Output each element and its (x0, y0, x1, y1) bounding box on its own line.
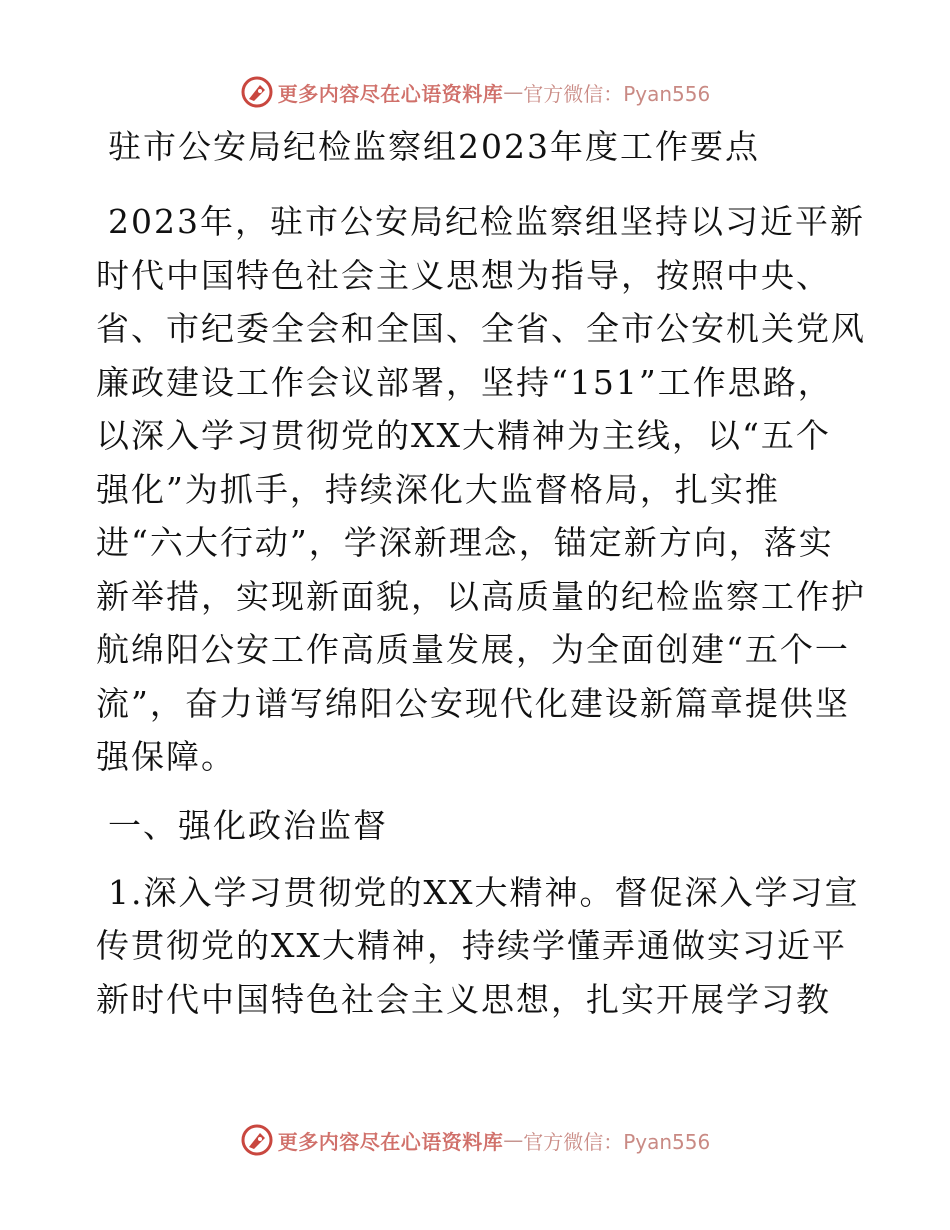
watermark-banner-top (0, 70, 950, 114)
text-line: 强保障。 (96, 737, 236, 776)
text-line: 新举措，实现新面貌，以高质量的纪检监察工作护 (96, 576, 866, 616)
text-line: 进“六大行动”，学深新理念，锚定新方向，落实 (96, 523, 834, 562)
section-heading: 一、强化政治监督 (108, 805, 388, 845)
pen-nib-seal-icon (240, 1123, 274, 1157)
item-1-paragraph (96, 866, 860, 1027)
watermark-main-text: 更多内容尽在心语资料库 (277, 81, 504, 106)
watermark-wechat-text: 官方微信：Pyan556 (523, 1129, 711, 1154)
watermark-dash: — (503, 80, 524, 104)
text-line: 1.深入学习贯彻党的XX大精神。督促深入学习宣 (108, 872, 860, 912)
watermark-wechat-text: 官方微信：Pyan556 (523, 81, 711, 106)
text-line: 流”，奋力谱写绵阳公安现代化建设新篇章提供坚 (96, 683, 850, 723)
text-line: 以深入学习贯彻党的XX大精神为主线，以“五个 (96, 416, 831, 455)
pen-nib-seal-icon (240, 75, 274, 109)
text-line: 强化”为抓手，持续深化大监督格局，扎实推 (96, 469, 780, 509)
watermark-main-text: 更多内容尽在心语资料库 (277, 1129, 504, 1154)
text-line: 2023年，驻市公安局纪检监察组坚持以习近平新 (108, 202, 865, 241)
document-title: 驻市公安局纪检监察组2023年度工作要点 (108, 127, 760, 166)
intro-paragraph (96, 195, 866, 784)
text-line: 新时代中国特色社会主义思想，扎实开展学习教 (96, 979, 831, 1019)
watermark-banner-bottom (0, 1118, 950, 1162)
text-line: 传贯彻党的XX大精神，持续学懂弄通做实习近平 (96, 926, 847, 965)
text-line: 廉政建设工作会议部署，坚持“151”工作思路， (96, 362, 833, 402)
text-line: 省、市纪委全会和全国、全省、全市公安机关党风 (96, 309, 866, 348)
text-line: 时代中国特色社会主义思想为指导，按照中央、 (96, 255, 831, 295)
document-body (96, 120, 866, 1026)
watermark-dash: — (503, 1128, 524, 1152)
text-line: 航绵阳公安工作高质量发展，为全面创建“五个一 (96, 630, 850, 669)
